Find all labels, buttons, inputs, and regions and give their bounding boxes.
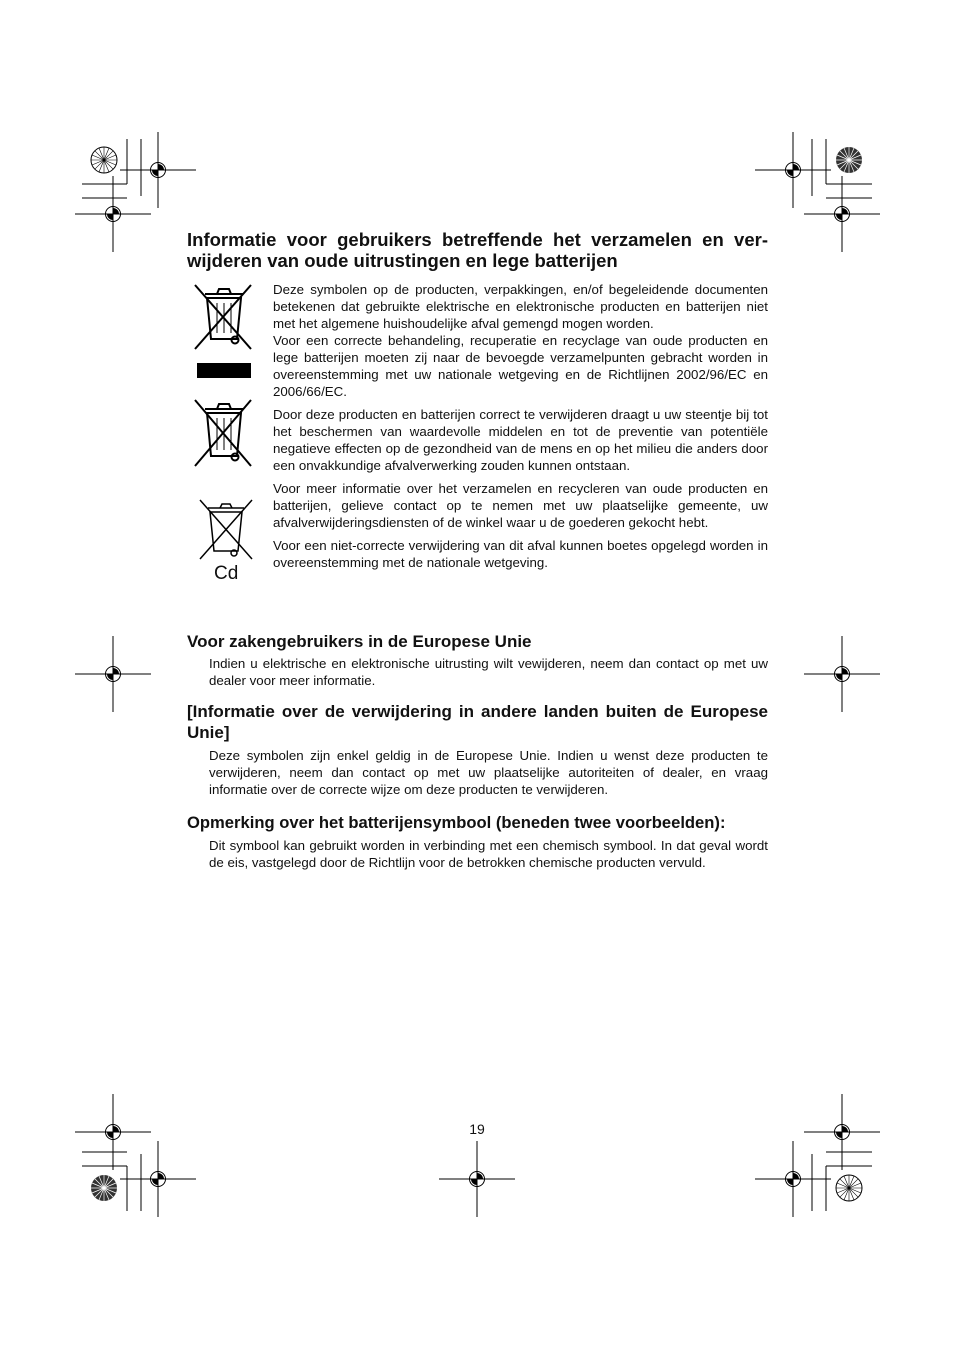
page-number: 19: [469, 1121, 485, 1137]
section-heading-battery-symbol: Opmerking over het batterijensymbool (beneden twee voorbeelden):: [187, 813, 726, 832]
section-text-business-eu: Indien u elektrische en elektronische uitrusting wilt vewijderen, neem dan contact op met uw dealer voor meer informatie.: [209, 656, 768, 688]
intro-paragraph-1: Deze symbolen op de producten, verpakkingen, en/of begeleidende documenten betekenen dat gebruikte elektrische en elektronische producten en batterijen niet met het algemene huishoudelijke afval gemengd mogen worden. Voor een correcte behandeling, recuperatie en recyclage van oude producten en lege batterijen moeten zij naar de bevoegde verzamelpunten gebracht worden in overeenstemming met uw nationale wetgeving en de Richtlijnen 2002/96/EC en 2006/66/EC.: [273, 282, 768, 399]
intro-paragraph-2: Door deze producten en batterijen correct te verwijderen draagt u uw steentje bij tot het beschermen van waardevolle middelen en tot de preventie van potentiële negatieve effecten op de gezondheid van de mens en op het milieu die anders door een onvakkundige afvalverwerking zouden kunnen ontstaan.: [273, 407, 768, 473]
section-text-battery-symbol: Dit symbool kan gebruikt worden in verbinding met een chemisch symbool. In dat geval wordt de eis, vastgelegd door de Richtlijn voor de betrokken chemische producten vervuld.: [209, 838, 768, 870]
crossed-bin-icon: [193, 398, 255, 470]
page-title: Informatie voor gebruikers betreffende het verzamelen en ver-wijderen van oude uitrustingen en lege batterijen: [187, 229, 768, 271]
section-heading-business-eu: Voor zakengebruikers in de Europese Unie: [187, 632, 532, 651]
section-heading-outside-eu: [Informatie over de verwijdering in andere landen buiten de Europese Unie]: [187, 702, 768, 742]
intro-paragraph-3: Voor meer informatie over het verzamelen en recycleren van oude producten en batterijen, gelieve contact op te nemen met uw plaatselijke gemeente, uw afvalverwijderingsdiensten of de winkel waar u de goederen gekocht hebt.: [273, 481, 768, 530]
crossed-bin-with-bar-icon: [193, 283, 255, 381]
cd-chemical-symbol: Cd: [214, 563, 239, 584]
crossed-bin-cd-icon: [196, 497, 256, 561]
intro-text: [273, 281, 768, 577]
intro-paragraph-4: Voor een niet-correcte verwijdering van dit afval kunnen boetes opgelegd worden in overeenstemming met de nationale wetgeving.: [273, 538, 768, 570]
section-text-outside-eu: Deze symbolen zijn enkel geldig in de Europese Unie. Indien u wenst deze producten te verwijderen, neem dan contact op met uw plaatselijke autoriteiten of dealer, en vraag informatie over de correcte wijze om deze producten te verwijderen.: [209, 748, 768, 797]
